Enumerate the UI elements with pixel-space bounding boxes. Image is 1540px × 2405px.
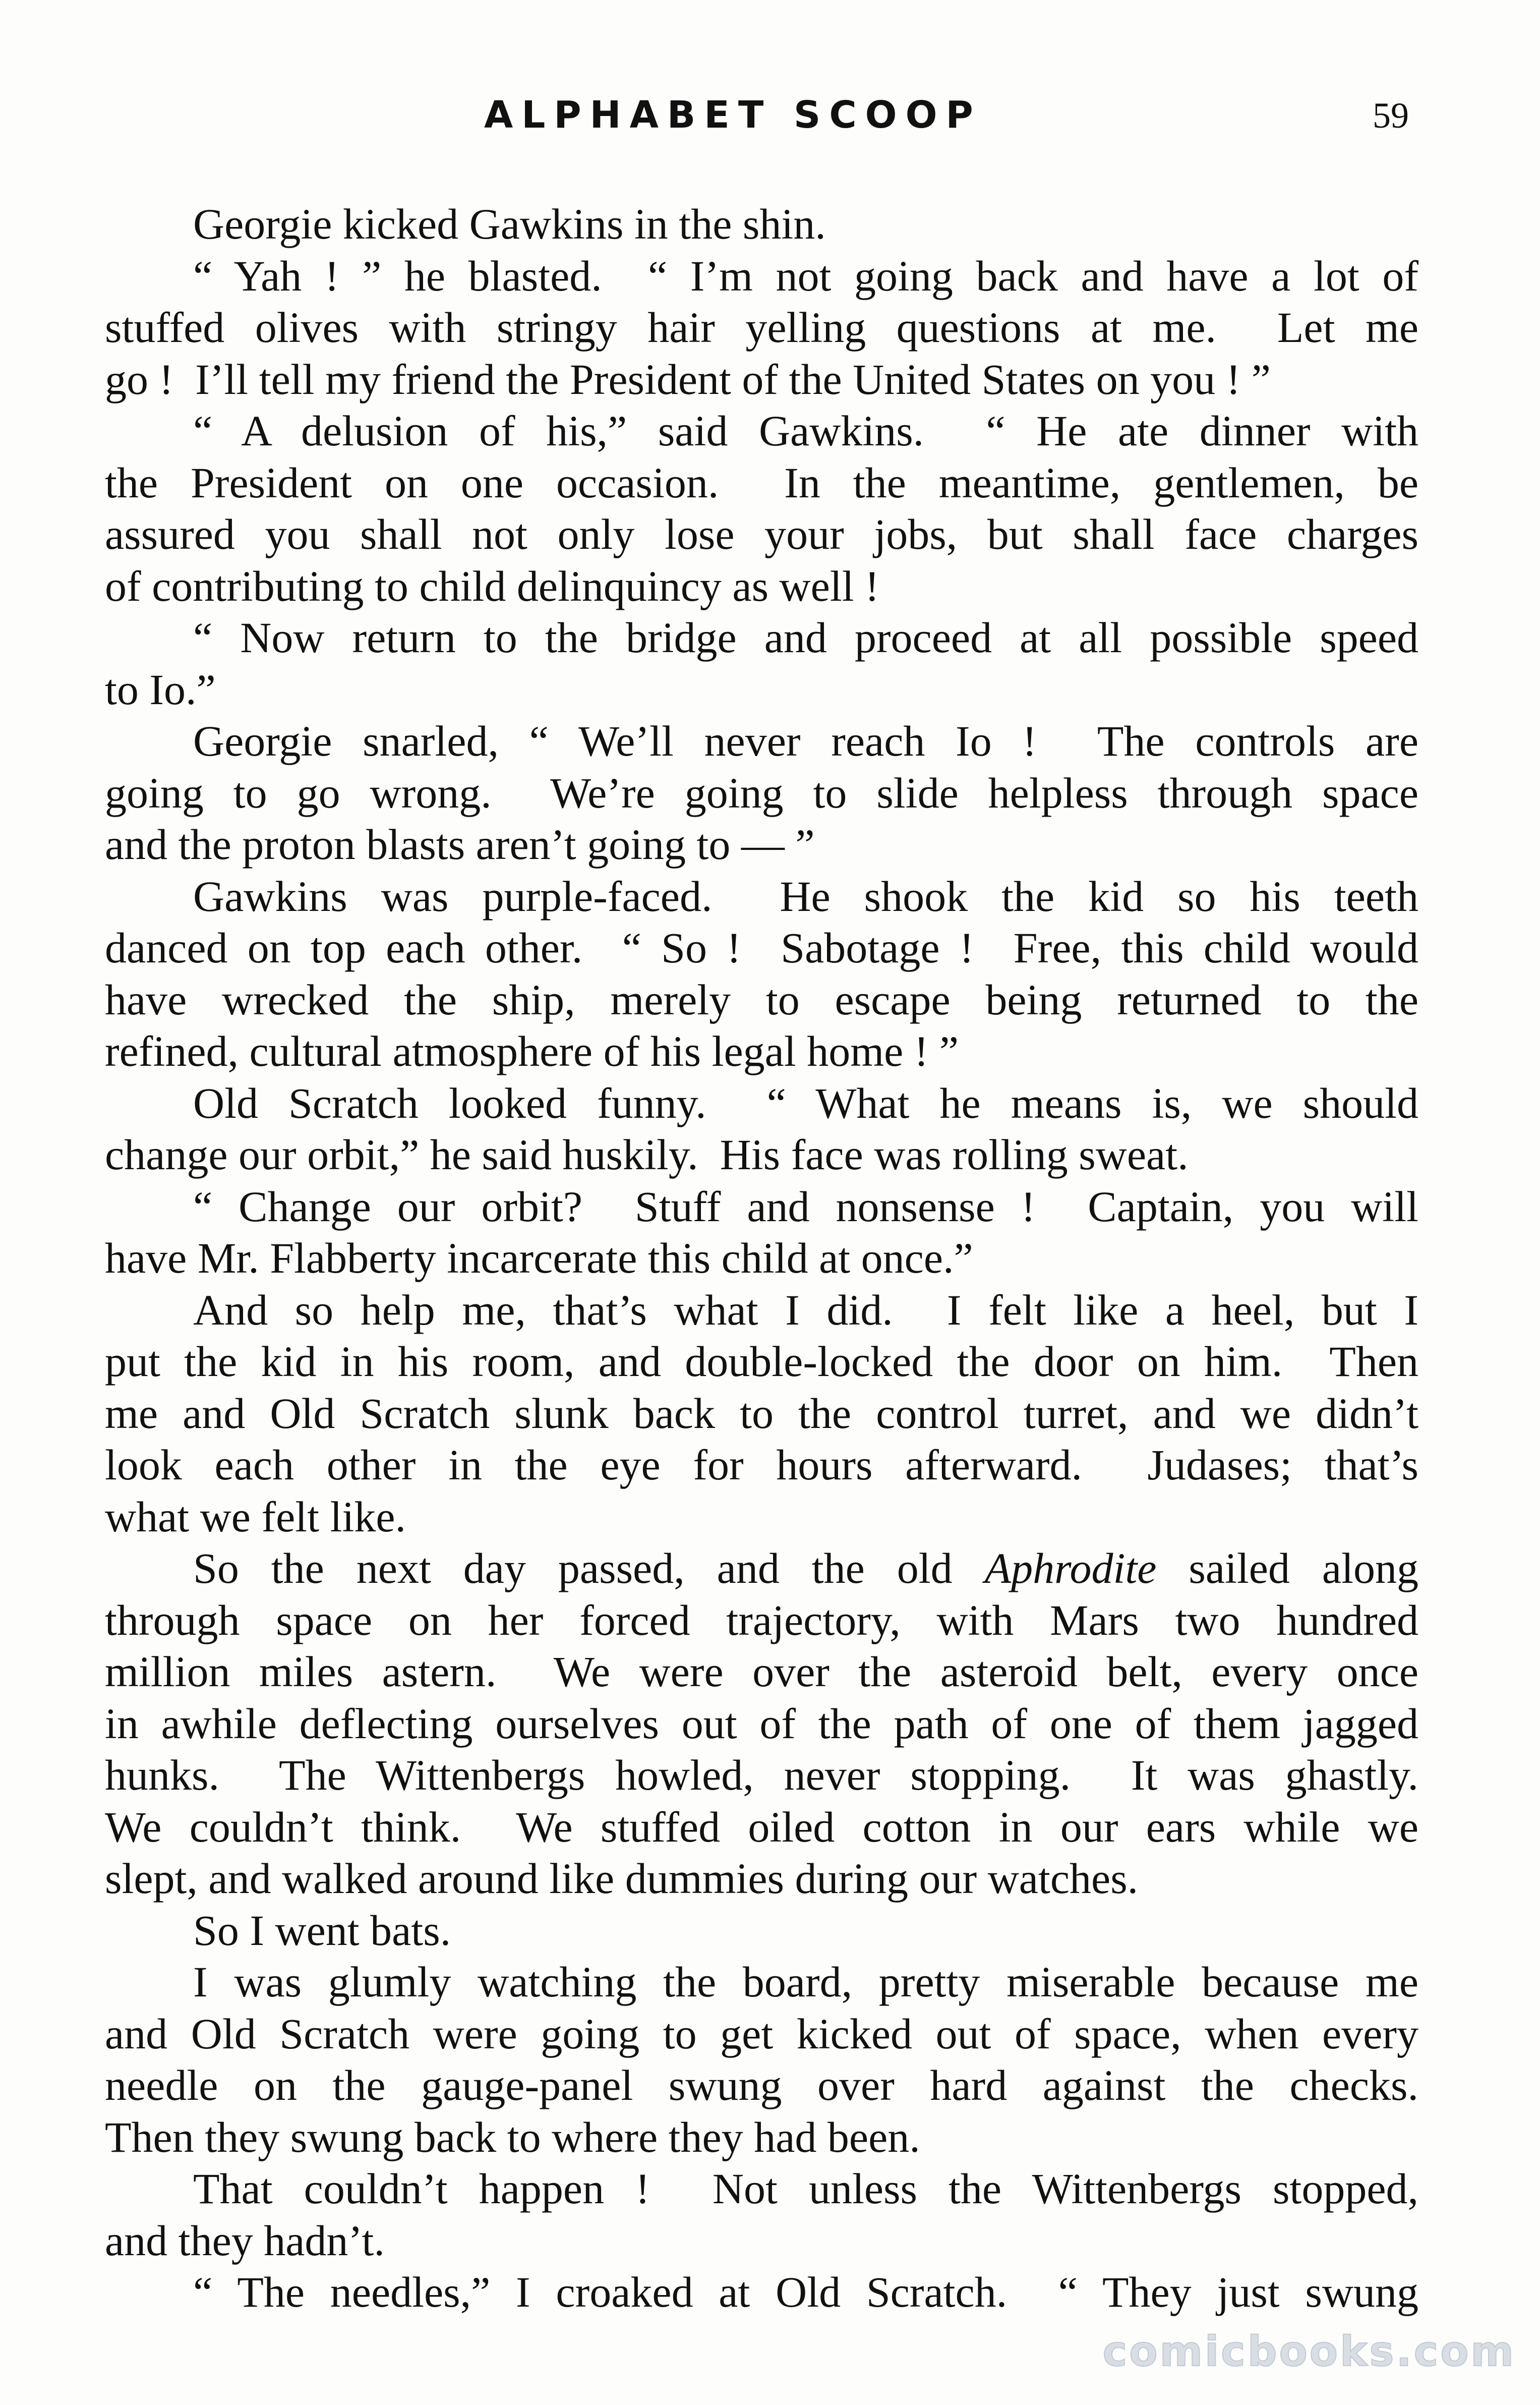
ship-name: Aphrodite [984, 1544, 1157, 1592]
text-line: of contributing to child delinquincy as well ! [105, 561, 879, 610]
text-line: Gawkins was purple-faced. He shook the kid so his teeth [193, 872, 1418, 921]
text-line: look each other in the eye for hours afterward. Judases; that’s [105, 1441, 1418, 1489]
text-line: through space on her forced trajectory, with Mars two hundred [105, 1595, 1418, 1644]
text-line: “ Now return to the bridge and proceed at all possible speed [193, 613, 1418, 662]
text-line: assured you shall not only lose your jobs, but shall face charges [105, 510, 1418, 558]
text-line: So the next day passed, and the old Aphrodite sailed along [193, 1544, 1418, 1592]
text-line: And so help me, that’s what I did. I felt like a heel, but I [193, 1285, 1418, 1334]
text-line: and the proton blasts aren’t going to — ” [105, 820, 815, 869]
text-line: Then they swung back to where they had been. [105, 2112, 920, 2161]
text-line: the President on one occasion. In the meantime, gentlemen, be [105, 458, 1418, 507]
text-line: I was glumly watching the board, pretty miserable because me [193, 1958, 1418, 2006]
running-head: ALPHABET SCOOP [484, 93, 982, 137]
text-line: danced on top each other. “ So ! Sabotage ! Free, this child would [105, 924, 1418, 972]
text-line: needle on the gauge-panel swung over hard against the checks. [105, 2061, 1418, 2109]
text-line: We couldn’t think. We stuffed oiled cotton in our ears while we [105, 1802, 1418, 1851]
text-line: to Io.” [105, 665, 216, 714]
text-line: stuffed olives with stringy hair yelling questions at me. Let me [105, 303, 1418, 352]
text-line: refined, cultural atmosphere of his legal home ! ” [105, 1027, 959, 1075]
text-line: “ The needles,” I croaked at Old Scratch. “ They just swung [193, 2268, 1418, 2316]
text-line: going to go wrong. We’re going to slide helpless through space [105, 768, 1418, 817]
text-line: Georgie snarled, “ We’ll never reach Io ! The controls are [193, 717, 1418, 765]
text-line: have wrecked the ship, merely to escape being returned to the [105, 975, 1418, 1024]
text-line: “ Change our orbit? Stuff and nonsense ! Captain, you will [193, 1182, 1418, 1231]
text-line: “ A delusion of his,” said Gawkins. “ He ate dinner with [193, 407, 1418, 455]
text-line: slept, and walked around like dummies during our watches. [105, 1854, 1139, 1903]
text-line: million miles astern. We were over the asteroid belt, every once [105, 1647, 1418, 1696]
text-line: what we felt like. [105, 1492, 406, 1541]
text-line: That couldn’t happen ! Not unless the Wittenbergs stopped, [193, 2164, 1418, 2213]
text-line: and Old Scratch were going to get kicked out of space, when every [105, 2009, 1418, 2058]
text-line: Old Scratch looked funny. “ What he means is, we should [193, 1078, 1418, 1127]
text-line: put the kid in his room, and double-locked the door on him. Then [105, 1337, 1418, 1386]
text-line: and they hadn’t. [105, 2216, 385, 2265]
body-text [105, 198, 1418, 2318]
text-line: go ! I’ll tell my friend the President of the United States on you ! ” [105, 355, 1271, 404]
text-line: So I went bats. [193, 1906, 451, 1955]
text-line: have Mr. Flabberty incarcerate this child at once.” [105, 1234, 973, 1282]
page-number: 59 [1373, 95, 1409, 136]
watermark: comicbooks.com [1102, 2328, 1516, 2376]
text-line: change our orbit,” he said huskily. His face was rolling sweat. [105, 1130, 1189, 1179]
text-line: in awhile deflecting ourselves out of the path of one of them jagged [105, 1699, 1418, 1748]
text-line: hunks. The Wittenbergs howled, never stopping. It was ghastly. [105, 1751, 1418, 1799]
text-line: “ Yah ! ” he blasted. “ I’m not going back and have a lot of [193, 251, 1418, 300]
text-line: me and Old Scratch slunk back to the control turret, and we didn’t [105, 1389, 1418, 1438]
text-line: Georgie kicked Gawkins in the shin. [193, 200, 826, 248]
